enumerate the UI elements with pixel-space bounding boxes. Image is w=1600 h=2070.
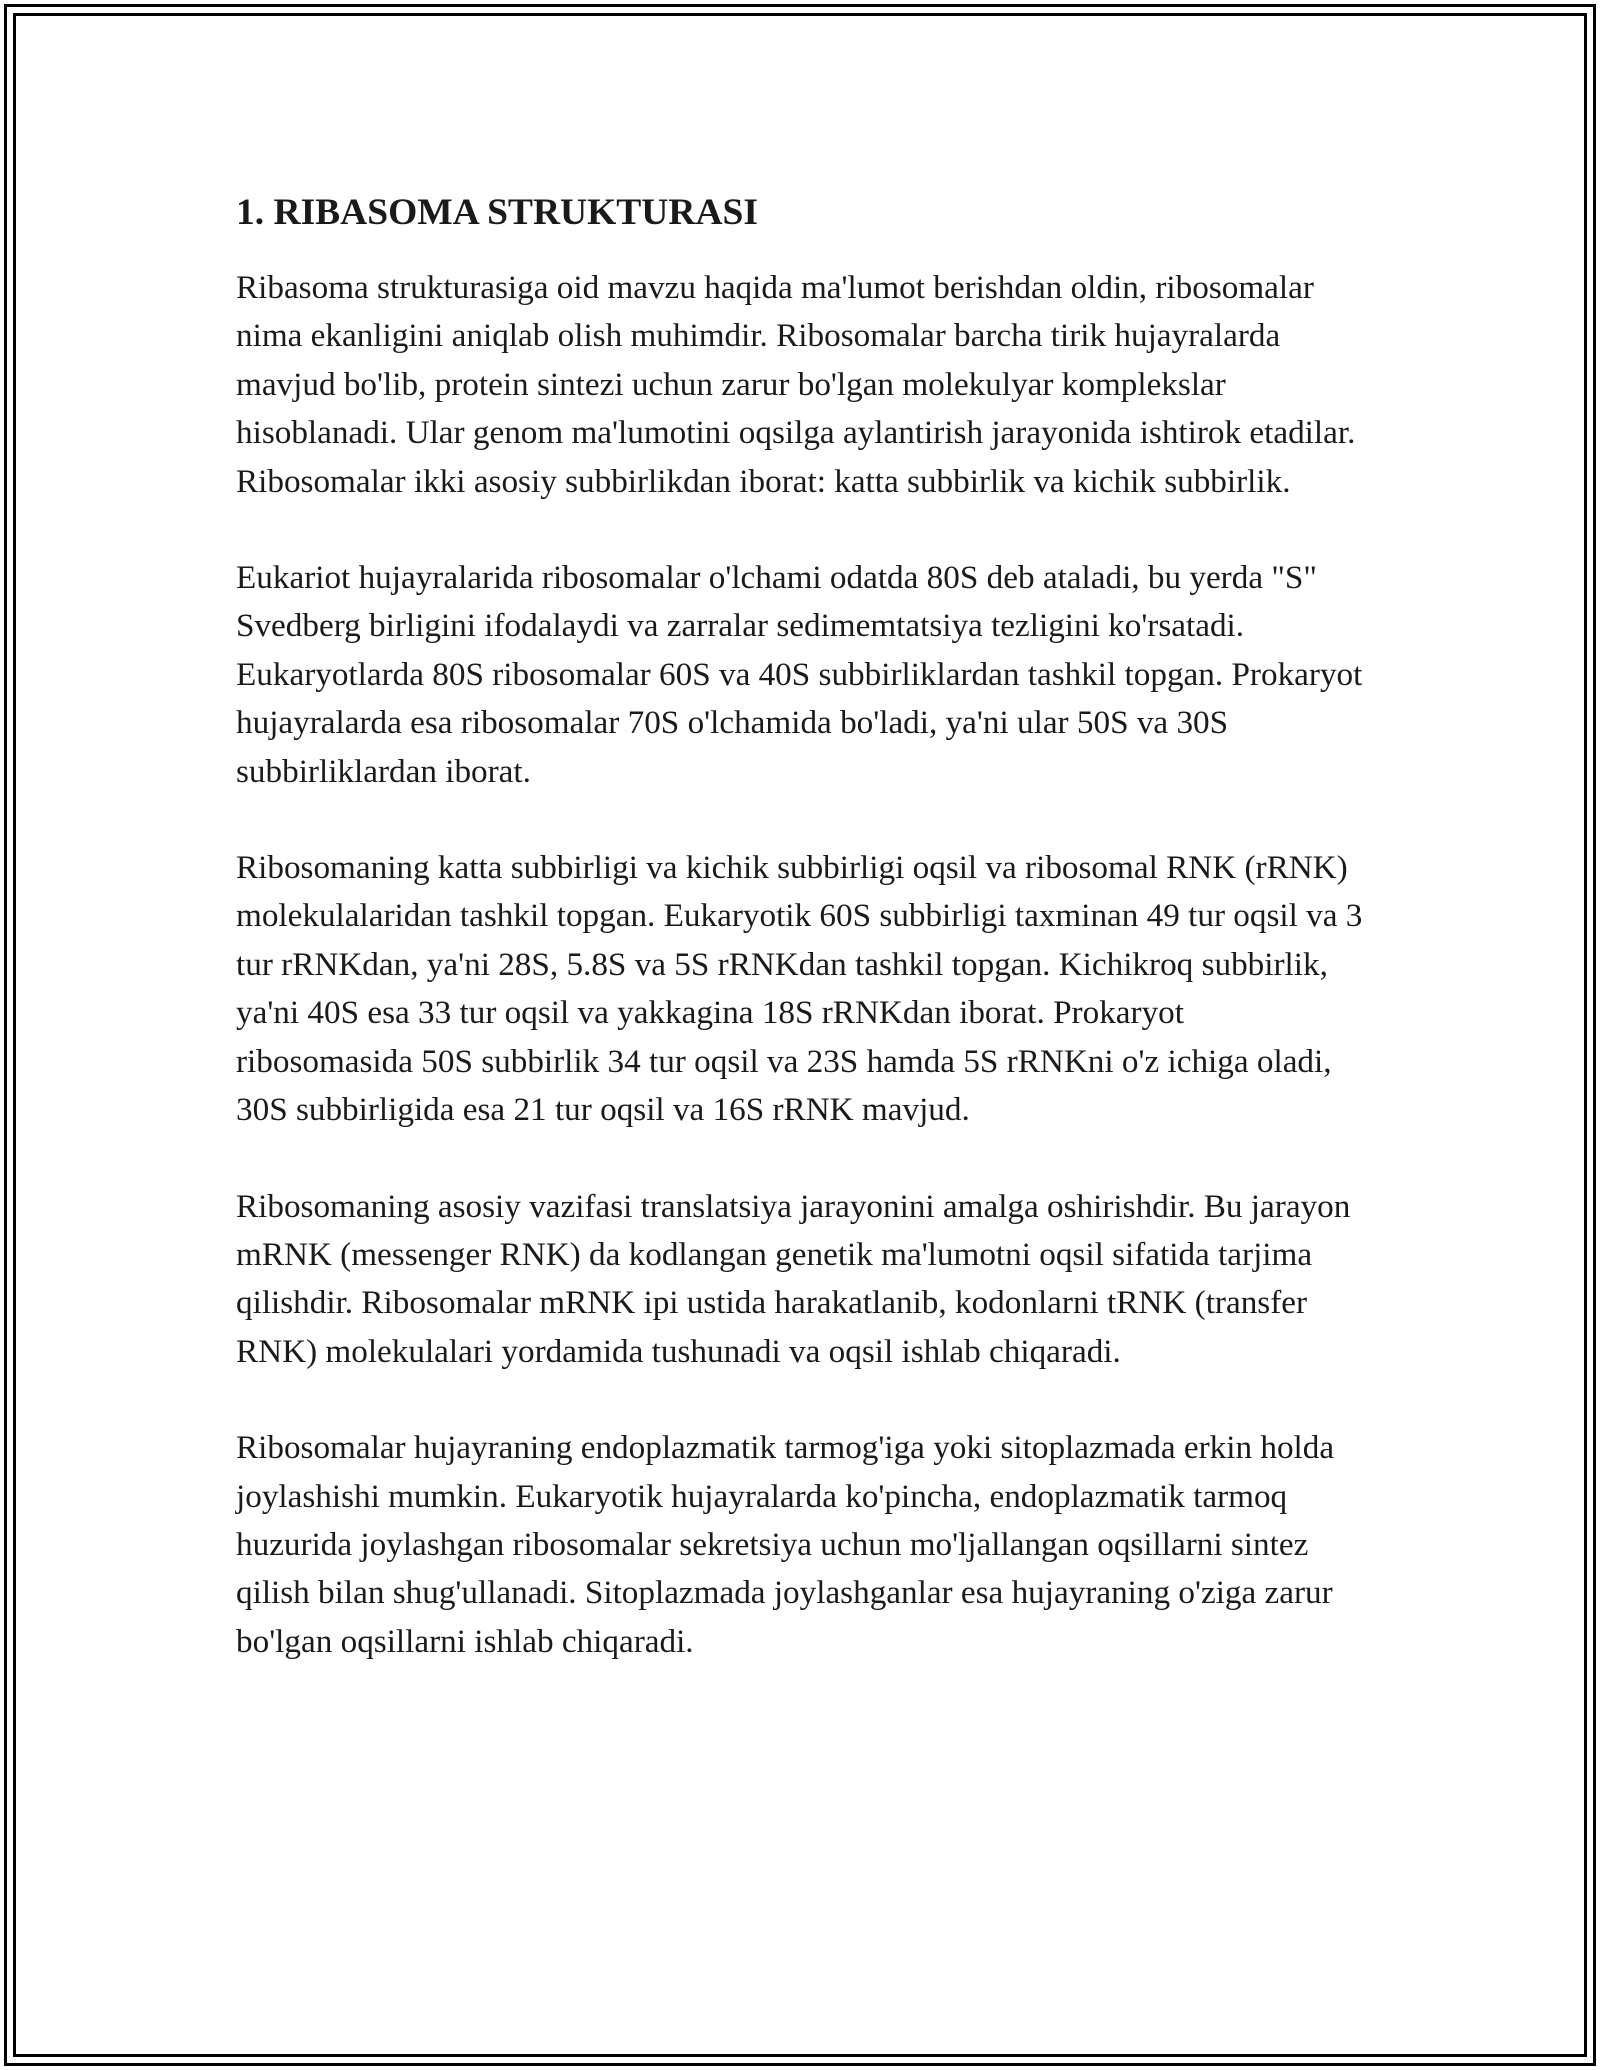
- paragraph-translation-function: Ribosomaning asosiy vazifasi translatsiya jarayonini amalga oshirishdir. Bu jarayon mRNK (messenger RNK) da kodlangan genetik ma'lumotni oqsil sifatida tarjima qilishdir. Ribosomalar mRNK ipi ustida harakatlanib, kodonlarni tRNK (transfer RNK) molekulalari yordamida tushunadi va oqsil ishlab chiqaradi.: [236, 1187, 1351, 1370]
- paragraph-location: Ribosomalar hujayraning endoplazmatik tarmog'iga yoki sitoplazmada erkin holda joylashishi mumkin. Eukaryotik hujayralarda ko'pincha, endoplazmatik tarmoq huzurida joylashgan ribosomalar sekretsiya uchun mo'ljallangan oqsillarni sintez qilish bilan shug'ullanadi. Sitoplazmada joylashganlar esa hujayraning o'ziga zarur bo'lgan oqsillarni ishlab chiqaradi.: [236, 1429, 1335, 1660]
- document-body: [236, 188, 1368, 1714]
- paragraph-subunit-composition: Ribosomaning katta subbirligi va kichik subbirligi oqsil va ribosomal RNK (rRNK) molekulalaridan tashkil topgan. Eukaryotik 60S subbirligi taxminan 49 tur oqsil va 3 tur rRNKdan, ya'ni 28S, 5.8S va 5S rRNKdan tashkil topgan. Kichikroq subbirlik, ya'ni 40S esa 33 tur oqsil va yakkagina 18S rRNKdan iborat. Prokaryot ribosomasida 50S subbirlik 34 tur oqsil va 23S hamda 5S rRNKni o'z ichiga oladi, 30S subbirligida esa 21 tur oqsil va 16S rRNK mavjud.: [236, 849, 1363, 1129]
- paragraph-intro: Ribasoma strukturasiga oid mavzu haqida ma'lumot berishdan oldin, ribosomalar nima ekanligini aniqlab olish muhimdir. Ribosomalar barcha tirik hujayralarda mavjud bo'lib, protein sintezi uchun zarur bo'lgan molekulyar komplekslar hisoblanadi. Ular genom ma'lumotini oqsilga aylantirish jarayonida ishtirok etadilar. Ribosomalar ikki asosiy subbirlikdan iborat: katta subbirlik va kichik subbirlik.: [236, 269, 1356, 500]
- paragraph-eukaryote-size: Eukariot hujayralarida ribosomalar o'lchami odatda 80S deb ataladi, bu yerda "S" Svedberg birligini ifodalaydi va zarralar sedimemtatsiya tezligini ko'rsatadi. Eukaryotlarda 80S ribosomalar 60S va 40S subbirliklardan tashkil topgan. Prokaryot hujayralarda esa ribosomalar 70S o'lchamida bo'ladi, ya'ni ular 50S va 30S subbirliklardan iborat.: [236, 559, 1363, 790]
- section-heading: 1. RIBASOMA STRUKTURASI: [236, 192, 758, 233]
